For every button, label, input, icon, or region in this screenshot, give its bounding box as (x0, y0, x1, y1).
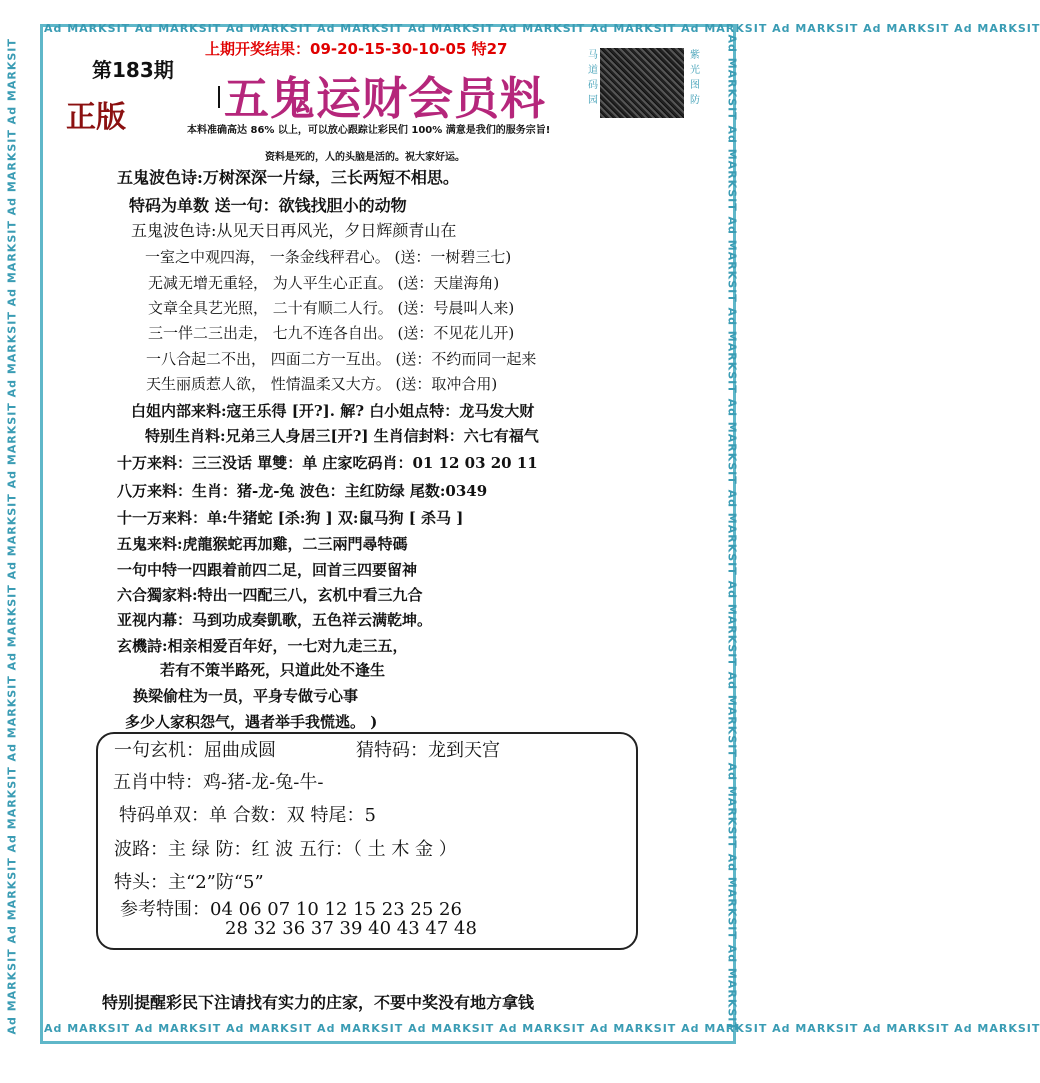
content-line: 一句中特一四跟着前四二足，回首三四要留神 (117, 561, 418, 579)
title-divider (218, 86, 220, 108)
content-line: 特别生肖料:兄弟三人身居三[开?] 生肖信封料：六七有福气 (145, 427, 539, 445)
content-line: 一八合起二不出， 四面二方一互出。 (送：不约而同一起来 (146, 350, 537, 368)
qr-code-image (600, 48, 684, 118)
riddle-line: 一句玄机：屈曲成圆 (114, 740, 276, 761)
content-line: 亚视内幕：马到功成奏凱歌，五色祥云满乾坤。 (117, 611, 433, 629)
content-line: 十一万来料：单:牛猪蛇 [杀:狗 ] 双:鼠马狗 [ 杀马 ] (117, 509, 464, 527)
content-line: 六合獨家料:特出一四配三八，玄机中看三九合 (117, 586, 423, 604)
content-line: 天生丽质惹人欲， 性情温柔又大方。 (送：取冲合用) (146, 375, 498, 393)
content-line: 十万来料：三三没话 單雙：单 庄家吃码肖：01 12 03 20 11 (117, 454, 538, 472)
content-line: 五鬼波色诗:从见天日再风光，夕日辉颜青山在 (131, 221, 457, 240)
content-line: 白姐内部来料:寇王乐得 [开?]. 解? 白小姐点特：龙马发大财 (131, 402, 535, 420)
odd-even-line: 特码单双：单 合数：双 特尾：5 (119, 805, 376, 826)
head-line: 特头：主“2”防“5” (114, 872, 264, 893)
content-line: 玄機詩:相亲相爱百年好，一七对九走三五， (117, 637, 408, 655)
main-title: 五鬼运财会员料 (224, 72, 547, 125)
border-text-left: Ad MARKSIT Ad MARKSIT Ad MARKSIT Ad MARKSIT Ad MARKSIT Ad MARKSIT Ad MARKSIT Ad MARKSIT Ad MARKSIT Ad MARKSIT Ad MARKSIT (5, 38, 19, 1035)
reference-numbers-line: 参考特围：04 06 07 10 12 15 23 25 26 (120, 899, 462, 920)
five-zodiac-line: 五肖中特：鸡-猪-龙-兔-牛- (113, 772, 324, 793)
genuine-label: 正版 (66, 100, 126, 135)
issue-number: 第183期 (92, 58, 174, 82)
border-text-bottom: Ad MARKSIT Ad MARKSIT Ad MARKSIT Ad MARKSIT Ad MARKSIT Ad MARKSIT Ad MARKSIT Ad MARKSIT Ad MARKSIT Ad MARKSIT Ad MARKSIT (44, 1022, 1040, 1035)
content-line: 五鬼波色诗:万树深深一片绿，三长两短不相思。 (117, 168, 459, 187)
reference-numbers-line-2: 28 32 36 37 39 40 43 47 48 (225, 918, 477, 939)
accuracy-claim: 本料准确高达 86% 以上，可以放心跟踪让彩民们 100% 满意是我们的服务宗旨! (187, 125, 551, 136)
content-line: 换梁偷柱为一员，平身专做亏心事 (133, 687, 359, 705)
wave-line: 波路：主 绿 防：红 波 五行：（ 土 木 金 ） (114, 839, 457, 860)
content-line: 无减无增无重轻， 为人平生心正直。 (送：天崖海角) (148, 274, 500, 292)
guess-special-line: 猜特码：龙到天宫 (356, 740, 500, 761)
border-text-top: Ad MARKSIT Ad MARKSIT Ad MARKSIT Ad MARKSIT Ad MARKSIT Ad MARKSIT Ad MARKSIT Ad MARKSIT Ad MARKSIT Ad MARKSIT Ad MARKSIT (44, 22, 1040, 35)
content-line: 若有不策半路死，只道此处不逢生 (160, 661, 386, 679)
previous-result: 上期开奖结果：09-20-15-30-10-05 特27 (205, 40, 508, 58)
content-line: 一室之中观四海， 一条金线秤君心。 (送：一树碧三七) (145, 248, 512, 266)
good-luck-note: 资料是死的，人的头脑是活的。祝大家好运。 (265, 152, 465, 163)
qr-side-label-left: 马道码园 (588, 50, 598, 106)
border-text-right: Ad MARKSIT Ad MARKSIT Ad MARKSIT Ad MARKSIT Ad MARKSIT Ad MARKSIT Ad MARKSIT Ad MARKSIT Ad MARKSIT Ad MARKSIT Ad MARKSIT (725, 34, 739, 1031)
content-line: 特码为单数 送一句：欲钱找胆小的动物 (129, 196, 407, 215)
content-line: 五鬼来料:虎龍猴蛇再加雞，二三兩門尋特碼 (117, 535, 408, 553)
qr-side-label-right: 紫光图防 (690, 50, 700, 106)
content-line: 多少人家积怨气，遇者举手我慌逃。 ) (125, 713, 378, 731)
content-line: 文章全具艺光照， 二十有顺二人行。 (送：号晨叫人来) (148, 299, 515, 317)
content-line: 三一伴二三出走， 七九不连各自出。 (送：不见花儿开) (148, 324, 515, 342)
footer-reminder: 特别提醒彩民下注请找有实力的庄家，不要中奖没有地方拿钱 (102, 993, 535, 1012)
content-line: 八万来料：生肖：猪-龙-兔 波色：主红防绿 尾数:0349 (117, 482, 488, 500)
